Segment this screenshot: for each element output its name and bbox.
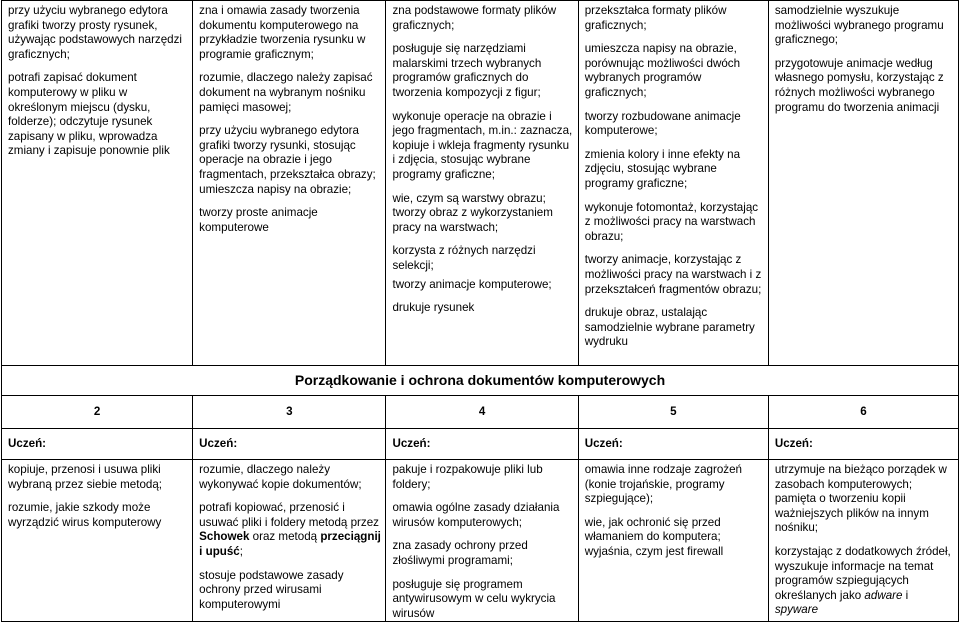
- requirement-item: potrafi kopiować, przenosić i usuwać pliki i foldery metodą przez Schowek oraz metodą przeciągnij i upuść;: [199, 501, 381, 558]
- section-title: Porządkowanie i ochrona dokumentów komputerowych: [2, 366, 959, 396]
- requirement-item: tworzy rozbudowane animacje komputerowe;: [584, 109, 741, 138]
- requirement-item: przygotowuje animacje według własnego pomysłu, korzystając z różnych możliwości wybranego programu do tworzenia animacji: [774, 56, 944, 114]
- requirement-item: korzystając z dodatkowych źródeł, wyszukuje informacje na temat programów szpiegujących określanych jako adware i spyware: [774, 544, 951, 617]
- requirement-item: posługuje się narzędziami malarskimi trzech wybranych programów graficznych do tworzenia kompozycji z figur;: [392, 42, 542, 99]
- emphasis-text: Schowek: [199, 530, 250, 544]
- requirement-item: samodzielnie wyszukuje możliwości wybranego programu graficznego;: [774, 4, 944, 47]
- requirements-table: [1, 0, 959, 622]
- requirement-item: zna i omawia zasady tworzenia dokumentu komputerowego na przykładzie tworzenia rysunku w programie graficznym;: [199, 4, 366, 61]
- table-cell: [578, 460, 768, 622]
- requirement-item: zna podstawowe formaty plików graficznych;: [392, 4, 557, 32]
- requirement-item: wykonuje operacje na obrazie i jego fragmentach, m.in.: zaznacza, kopiuje i wkleja fragmenty rysunku i zdjęcia, stosując wybrane programy graficzne;: [392, 109, 573, 181]
- student-label: Uczeń:: [193, 429, 386, 460]
- table-row: [2, 429, 959, 460]
- requirement-item: drukuje rysunek: [392, 301, 475, 315]
- requirement-item: pakuje i rozpakowuje pliki lub foldery;: [392, 463, 543, 491]
- requirement-item: wie, jak ochronić się przed włamaniem do komputera; wyjaśnia, czym jest firewall: [584, 515, 724, 558]
- table-cell: [768, 460, 958, 622]
- table-row: [2, 396, 959, 429]
- table-cell: [193, 1, 386, 366]
- requirement-item: przy użyciu wybranego edytora grafiki tworzy prosty rysunek, używając podstawowych narzędzi graficznych;: [8, 4, 182, 61]
- requirement-item: drukuje obraz, ustalając samodzielnie wybrane parametry wydruku: [584, 306, 755, 349]
- table-cell: [193, 460, 386, 622]
- requirement-item: tworzy animacje, korzystając z możliwości pracy na warstwach i z przekształceń fragmentów obrazu;: [584, 253, 762, 296]
- grade-header: 2: [2, 396, 193, 429]
- table-cell: [386, 1, 578, 366]
- requirement-item: przy użyciu wybranego edytora grafiki tworzy rysunki, stosując operacje na obrazie i jego fragmentach, przekształca obrazy; umieszcza napisy na obrazie;: [199, 124, 376, 196]
- requirement-item: stosuje podstawowe zasady ochrony przed wirusami komputerowymi: [199, 568, 344, 611]
- requirement-item: tworzy animacje komputerowe;: [392, 277, 552, 291]
- requirement-item: potrafi zapisać dokument komputerowy w pliku w określonym miejscu (dysku, folderze); odczytuje rysunek zapisany w pliku, wprowadza zmiany i zapisuje ponownie plik: [8, 71, 170, 158]
- requirement-item: kopiuje, przenosi i usuwa pliki wybraną przez siebie metodą;: [8, 463, 163, 491]
- table-cell: [2, 1, 193, 366]
- table-row: [2, 460, 959, 622]
- table-row: [2, 1, 959, 366]
- requirement-item: utrzymuje na bieżąco porządek w zasobach komputerowych;: [774, 463, 947, 491]
- emphasis-text: adware: [864, 588, 903, 602]
- grade-header: 3: [193, 396, 386, 429]
- requirement-item: korzysta z różnych narzędzi selekcji;: [392, 244, 536, 272]
- table-cell: [578, 1, 768, 366]
- table-cell: [2, 460, 193, 622]
- requirement-item: posługuje się programem antywirusowym w celu wykrycia wirusów: [392, 577, 556, 620]
- requirement-item: zmienia kolory i inne efekty na zdjęciu, stosując wybrane programy graficzne;: [584, 147, 741, 190]
- requirement-item: pamięta o tworzeniu kopii ważniejszych plików na innym nośniku;: [774, 492, 929, 535]
- table-cell: [768, 1, 958, 366]
- requirement-item: omawia inne rodzaje zagrożeń (konie trojańskie, programy szpiegujące);: [584, 463, 742, 506]
- requirement-item: tworzy proste animacje komputerowe: [199, 206, 318, 234]
- student-label: Uczeń:: [578, 429, 768, 460]
- emphasis-text: spyware: [774, 603, 819, 617]
- table-cell: [386, 460, 578, 622]
- table-row: [2, 366, 959, 396]
- requirement-item: umieszcza napisy na obrazie, porównując możliwości dwóch wybranych programów graficznych;: [584, 42, 741, 99]
- student-label: Uczeń:: [2, 429, 193, 460]
- requirement-item: rozumie, dlaczego należy zapisać dokument na wybranym nośniku pamięci masowej;: [199, 71, 373, 114]
- requirement-item: rozumie, jakie szkody może wyrządzić wirus komputerowy: [8, 501, 162, 529]
- requirement-item: wie, czym są warstwy obrazu; tworzy obraz z wykorzystaniem pracy na warstwach;: [392, 191, 553, 234]
- emphasis-text: przeciągnij i upuść: [199, 530, 381, 558]
- grade-header: 6: [768, 396, 958, 429]
- requirement-item: rozumie, dlaczego należy wykonywać kopie dokumentów;: [199, 463, 362, 491]
- grade-header: 4: [386, 396, 578, 429]
- student-label: Uczeń:: [768, 429, 958, 460]
- requirement-item: zna zasady ochrony przed złośliwymi programami;: [392, 539, 528, 567]
- requirement-item: wykonuje fotomontaż, korzystając z możliwości pracy na warstwach obrazu;: [584, 200, 759, 243]
- student-label: Uczeń:: [386, 429, 578, 460]
- requirement-item: przekształca formaty plików graficznych;: [584, 4, 727, 32]
- requirement-item: omawia ogólne zasady działania wirusów komputerowych;: [392, 501, 560, 529]
- grade-header: 5: [578, 396, 768, 429]
